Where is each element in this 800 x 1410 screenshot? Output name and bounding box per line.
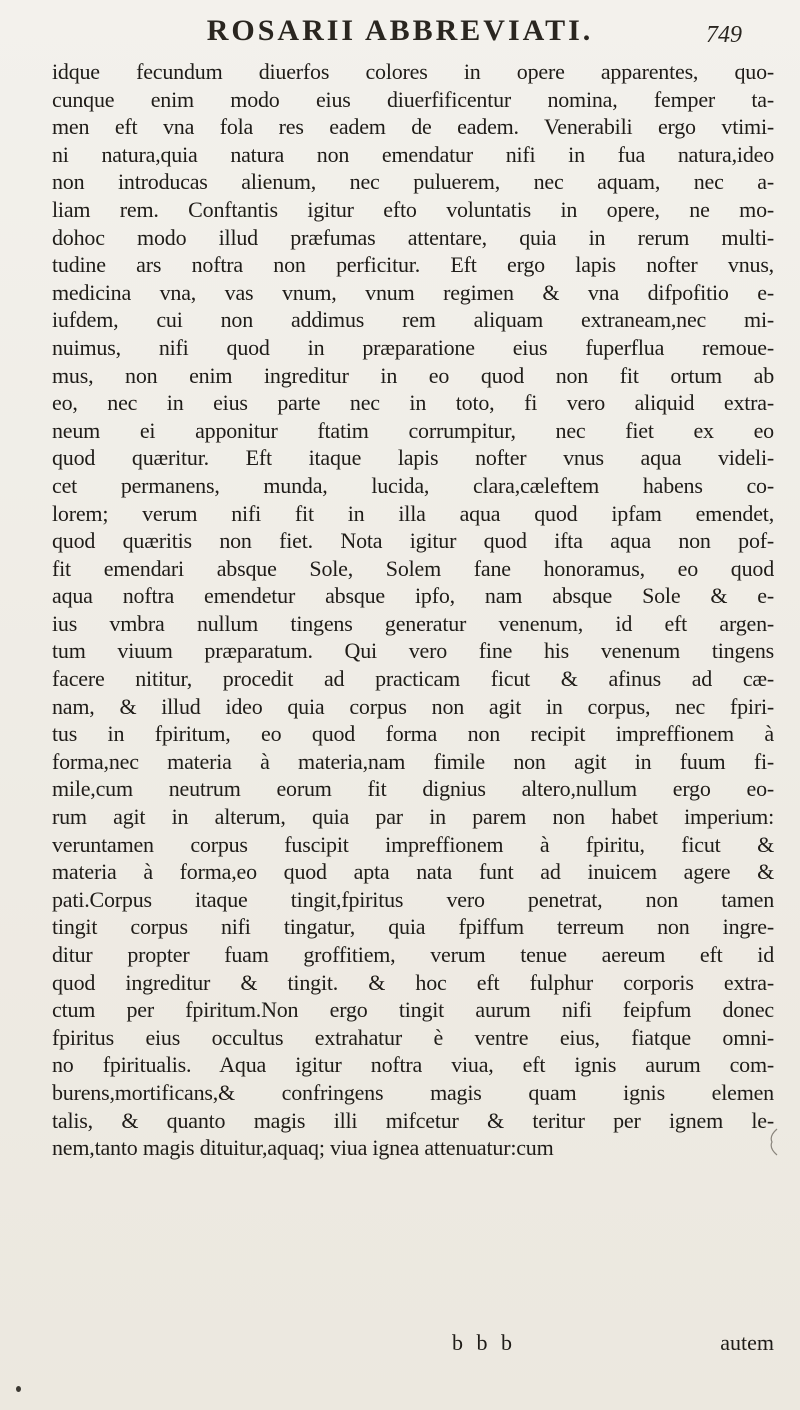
text-line: tudine ars noftra non perficitur. Eft ergo lapis nofter vnus, xyxy=(52,252,774,278)
signature-mark: b b b xyxy=(452,1330,516,1355)
text-line: non introducas alienum, nec puluerem, nec aquam, nec a- xyxy=(52,169,774,195)
text-line: quod quæritur. Eft itaque lapis nofter vnus aqua videli- xyxy=(52,445,774,471)
ink-dot-icon xyxy=(16,1386,21,1392)
text-line: lorem; verum nifi fit in illa aqua quod ipfam emendet, xyxy=(52,500,774,526)
text-line: rum agit in alterum, quia par in parem non habet imperium: xyxy=(52,804,774,830)
text-line: ctum per fpiritum.Non ergo tingit aurum nifi feipfum donec xyxy=(52,997,774,1023)
text-line: facere nititur, procedit ad practicam ficut & afinus ad cæ- xyxy=(52,666,774,692)
text-line: forma,nec materia à materia,nam fimile non agit in fuum fi- xyxy=(52,748,774,774)
text-line: quod quæritis non fiet. Nota igitur quod ifta aqua non pof- xyxy=(52,528,774,554)
text-line: fpiritus eius occultus extrahatur è ventre eius, fiatque omni- xyxy=(52,1024,774,1050)
text-line: iufdem, cui non addimus rem aliquam extraneam,nec mi- xyxy=(52,307,774,333)
text-line: nuimus, nifi quod in præparatione eius fuperflua remoue- xyxy=(52,334,774,360)
text-line: veruntamen corpus fuscipit impreffionem à fpiritu, ficut & xyxy=(52,831,774,857)
text-line: tingit corpus nifi tingatur, quia fpiffum terreum non ingre- xyxy=(52,914,774,940)
page-number: 749 xyxy=(706,22,742,48)
text-line: ius vmbra nullum tingens generatur venenum, id eft argen- xyxy=(52,610,774,636)
text-line: mile,cum neutrum eorum fit dignius altero,nullum ergo eo- xyxy=(52,776,774,802)
text-line: nem,tanto magis dituitur,aquaq; viua ignea attenuatur:cum xyxy=(52,1135,554,1161)
page-footer xyxy=(52,1330,774,1360)
text-line: medicina vna, vas vnum, vnum regimen & vna difpofitio e- xyxy=(52,279,774,305)
text-line: ni natura,quia natura non emendatur nifi in fua natura,ideo xyxy=(52,141,774,167)
text-line: nam, & illud ideo quia corpus non agit in corpus, nec fpiri- xyxy=(52,693,774,719)
text-line: aqua noftra emendetur absque ipfo, nam absque Sole & e- xyxy=(52,583,774,609)
text-line: materia à forma,eo quod apta nata funt ad inuicem agere & xyxy=(52,859,774,885)
body-text xyxy=(52,58,774,1162)
text-line: liam rem. Conftantis igitur efto voluntatis in opere, ne mo- xyxy=(52,196,774,222)
text-line: fit emendari absque Sole, Solem fane honoramus, eo quod xyxy=(52,555,774,581)
text-line: no fpiritualis. Aqua igitur noftra viua, eft ignis aurum com- xyxy=(52,1052,774,1078)
text-line: pati.Corpus itaque tingit,fpiritus vero penetrat, non tamen xyxy=(52,886,774,912)
margin-bracket-icon xyxy=(766,1128,780,1156)
text-line: dohoc modo illud præfumas attentare, quia in rerum multi- xyxy=(52,224,774,250)
text-line: men eft vna fola res eadem de eadem. Venerabili ergo vtimi- xyxy=(52,114,774,140)
text-line: idque fecundum diuerfos colores in opere apparentes, quo- xyxy=(52,59,774,84)
text-line: cet permanens, munda, lucida, clara,cæleftem habens co- xyxy=(52,472,774,498)
text-line: quod ingreditur & tingit. & hoc eft fulphur corporis extra- xyxy=(52,969,774,995)
text-line: ditur propter fuam groffitiem, verum tenue aereum eft id xyxy=(52,942,774,967)
text-line: talis, & quanto magis illi mifcetur & teritur per ignem le- xyxy=(52,1107,774,1133)
text-line: tum viuum præparatum. Qui vero fine his venenum tingens xyxy=(52,638,774,664)
catchword: autem xyxy=(720,1330,774,1355)
text-line: cunque enim modo eius diuerfificentur nomina, femper ta- xyxy=(52,86,774,112)
text-line: burens,mortificans,& confringens magis quam ignis elemen xyxy=(52,1079,774,1105)
running-head: ROSARII ABBREVIATI. xyxy=(206,14,594,47)
text-line: eo, nec in eius parte nec in toto, fi vero aliquid extra- xyxy=(52,390,774,416)
text-line: neum ei apponitur ftatim corrumpitur, nec fiet ex eo xyxy=(52,417,774,443)
text-line: tus in fpiritum, eo quod forma non recipit impreffionem à xyxy=(52,721,774,747)
text-line: mus, non enim ingreditur in eo quod non fit ortum ab xyxy=(52,362,774,388)
